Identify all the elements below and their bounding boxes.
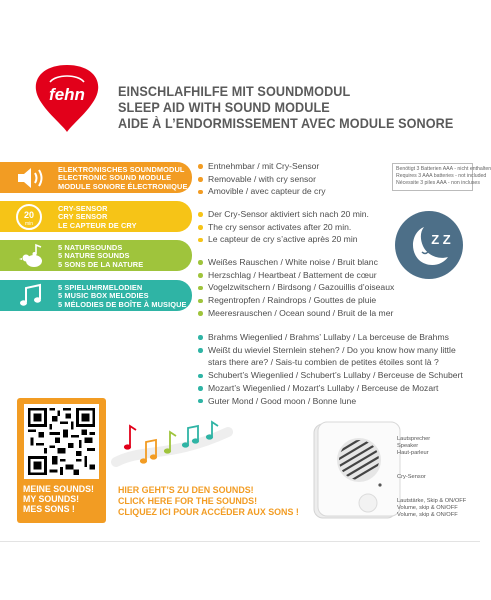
control-button xyxy=(359,494,377,512)
list-item: Guter Mond / Good moon / Bonne lune xyxy=(198,395,470,408)
list-item: Herzschlag / Heartbeat / Battement de cœur xyxy=(198,269,468,282)
controls-label: Lautstärke, Skip & ON/OFF Volume, skip & ON/OFF Volume, skip & ON/OFF xyxy=(397,498,467,519)
melodies-list xyxy=(198,331,470,407)
battery-note: Benötigt 3 Batterien AAA - nicht enthalten Requires 3 AAA batteries - not included Nécessite 3 piles AAA - non incluses xyxy=(392,163,473,191)
removable-list xyxy=(198,160,383,198)
list-item: Schubert’s Wiegenlied / Schubert’s Lullaby / Berceuse de Schubert xyxy=(198,369,470,382)
svg-text:Z Z: Z Z xyxy=(431,232,451,247)
qr-code[interactable] xyxy=(24,404,99,479)
list-item: Weißes Rauschen / White noise / Bruit blanc xyxy=(198,256,468,269)
product-title xyxy=(118,84,473,132)
list-item: Weißt du wieviel Sternlein stehen? / Do you know how many little stars there are? / Sais-tu combien de petites étoiles sont là ? xyxy=(198,344,470,369)
list-item: Removable / with cry sensor xyxy=(198,173,383,186)
colorful-music-notes-icon xyxy=(112,418,232,476)
feature-band-cry-sensor xyxy=(0,201,192,232)
qr-code-pattern xyxy=(28,408,95,475)
logo-text: fehn xyxy=(49,85,85,104)
feature-text: ELEKTRONISCHES SOUNDMODUL ELECTRONIC SOUND MODULE MODULE SONORE ÉLECTRONIQUE xyxy=(58,165,188,191)
list-item: Le capteur de cry s’active après 20 min xyxy=(198,233,388,246)
music-note-icon xyxy=(14,282,48,310)
title-de: EINSCHLAFHILFE MIT SOUNDMODUL xyxy=(118,84,351,99)
qr-caption: MEINE SOUNDS! MY SOUNDS! MES SONS ! xyxy=(23,484,94,514)
feature-band-music-box xyxy=(0,280,192,311)
cry-sensor-label: Cry-Sensor xyxy=(397,474,426,480)
speaker-icon xyxy=(14,164,48,192)
feature-band-nature-sounds xyxy=(0,240,192,271)
list-item: Mozart’s Wiegenlied / Mozart’s Lullaby / Berceuse de Mozart xyxy=(198,382,470,395)
sound-module-device xyxy=(312,420,402,522)
fehn-logo xyxy=(32,62,102,134)
title-fr: AIDE À L’ENDORMISSEMENT AVEC MODULE SONORE xyxy=(118,116,454,131)
list-item: Der Cry-Sensor aktiviert sich nach 20 min. xyxy=(198,208,388,221)
feature-text: 5 SPIELUHRMELODIEN 5 MUSIC BOX MELODIES 5 MÉLODIES DE BOÎTE À MUSIQUE xyxy=(58,283,187,309)
svg-text:min: min xyxy=(24,221,34,227)
feature-text: CRY-SENSOR CRY SENSOR LE CAPTEUR DE CRY xyxy=(58,204,137,230)
list-item: Entnehmbar / mit Cry-Sensor xyxy=(198,160,383,173)
nature-sounds-list xyxy=(198,256,468,320)
list-item: The cry sensor activates after 20 min. xyxy=(198,221,388,234)
speaker-label: Lautsprecher Speaker Haut-parleur xyxy=(397,436,431,457)
bird-note-icon xyxy=(14,242,48,270)
list-item: Amovible / avec capteur de cry xyxy=(198,185,383,198)
divider xyxy=(0,541,480,542)
feature-text: 5 NATURSOUNDS 5 NATURE SOUNDS 5 SONS DE LA NATURE xyxy=(58,243,144,269)
svg-text:20: 20 xyxy=(23,210,35,220)
cry-sensor-list xyxy=(198,208,388,246)
qr-code-box[interactable] xyxy=(17,398,106,523)
title-en: SLEEP AID WITH SOUND MODULE xyxy=(118,100,330,115)
list-item: Regentropfen / Raindrops / Gouttes de pluie xyxy=(198,294,468,307)
list-item: Meeresrauschen / Ocean sound / Bruit de la mer xyxy=(198,307,468,320)
list-item: Brahms Wiegenlied / Brahms’ Lullaby / La berceuse de Brahms xyxy=(198,331,470,344)
list-item: Vogelzwitschern / Birdsong / Gazouillis d’oiseaux xyxy=(198,281,468,294)
feature-band-sound-module xyxy=(0,162,192,193)
timer-20-min-icon xyxy=(14,203,48,231)
cry-sensor-dot xyxy=(378,483,381,486)
sounds-link[interactable]: HIER GEHT’S ZU DEN SOUNDS! CLICK HERE FOR THE SOUNDS! CLIQUEZ ICI POUR ACCÉDER AUX SONS ! xyxy=(118,485,299,517)
